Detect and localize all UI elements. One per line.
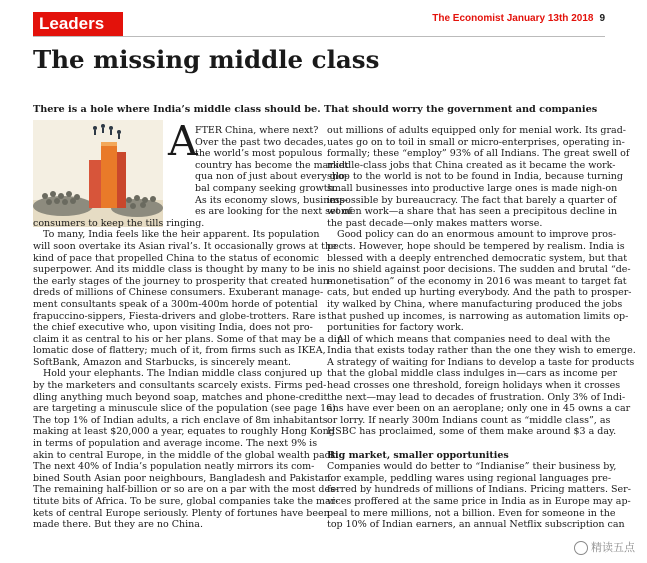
text-line: A strategy of waiting for Indians to develop a taste for products — [327, 356, 635, 368]
drop-cap: A — [168, 117, 198, 165]
text-line: As its economy slows, business- — [195, 194, 348, 206]
wechat-icon — [574, 541, 588, 555]
text-line: impossible by bureaucracy. The fact that barely a quarter of — [327, 194, 617, 206]
text-line: kets of central Europe seriously. Plenty of fortunes have been — [33, 507, 330, 519]
text-line: FTER China, where next? — [195, 125, 319, 136]
watermark — [574, 539, 635, 555]
text-line: ans have ever been on an aeroplane; only one in 45 owns a car — [327, 403, 631, 415]
text-line: peal to mere millions, not a billion. Even for someone in the — [327, 507, 616, 519]
text-line: will soon overtake its Asian rival’s. It occasionally grows at the — [33, 240, 337, 252]
text-line: Hold your elephants. The Indian middle class conjured up — [43, 368, 323, 380]
text-line: for example, peddling wares using regional languages pre- — [327, 472, 612, 484]
text-line: is no shield against poor decisions. The sudden and brutal “de- — [327, 264, 631, 276]
text-line: titute bits of Africa. To be sure, global companies take the mar- — [33, 496, 339, 507]
right-column — [327, 125, 636, 531]
text-line: by the marketers and consultants scarcely exists. Firms ped- — [33, 380, 327, 392]
text-line: bined South Asian poor neighbours, Bangladesh and Pakistan. — [33, 472, 334, 484]
text-line: frapuccino-sippers, Fiesta-drivers and globe-trotters. Rare is — [33, 310, 327, 322]
text-line: vices proffered at the same price in India as in Europe may ap- — [327, 496, 631, 507]
text-line: es are looking for the next set of — [195, 206, 352, 218]
text-line: portunities for factory work. — [327, 322, 464, 334]
text-line: in terms of population and average income. The next 9% is — [33, 438, 318, 450]
text-line: kind of pace that propelled China to the status of economic — [33, 252, 319, 264]
publication-name: The Economist — [432, 13, 504, 24]
text-line: uates go on to toil in small or micro-enterprises, operating in- — [327, 136, 625, 148]
issue-date: January 13th 2018 — [506, 13, 594, 24]
text-line: dling anything much beyond soap, matches and phone-credit — [33, 391, 328, 403]
text-line — [327, 438, 613, 450]
text-line: pects. However, hope should be tempered by realism. India is — [327, 240, 625, 252]
text-line: the chief executive who, upon visiting India, does not pro- — [33, 322, 313, 334]
text-line: are targeting a minuscule slice of the population (see page 16). — [33, 403, 339, 415]
text-line: claim it as central to his or her plans. Some of that may be a dip- — [33, 333, 347, 345]
text-line: HSBC has proclaimed, some of them make around $3 a day. — [327, 426, 617, 438]
page-number: 9 — [599, 13, 605, 24]
issue-info — [432, 12, 605, 26]
text-line: head crosses one threshold, foreign holidays when it crosses — [327, 380, 621, 392]
text-line: To many, India feels like the heir apparent. Its population — [43, 229, 320, 241]
text-line: shop to the world is not to be found in India, because turning — [327, 171, 623, 183]
text-line: made there. But they are no China. — [33, 519, 203, 531]
text-line: middle-class jobs that China created as it became the work- — [327, 159, 616, 171]
text-line: The next 40% of India’s population neatly mirrors its com- — [33, 461, 315, 473]
text-line: making at least $20,000 a year, equates to roughly Hong Kong — [33, 426, 335, 438]
text-line: ity walked by China, where manufacturing produced the jobs — [327, 298, 623, 310]
text-line: consumers to keep the tills ringing. — [33, 217, 205, 229]
text-line: bal company seeking growth. — [195, 182, 337, 194]
text-line: The top 1% of Indian adults, a rich enclave of 8m inhabitants — [33, 414, 328, 426]
text-line: cats, but ended up hurting everybody. And the path to prosper- — [327, 287, 632, 299]
text-line: All of which means that companies need to deal with the — [337, 333, 611, 345]
left-column — [33, 117, 352, 531]
text-line: that the global middle class indulges in—cars as income per — [327, 368, 618, 380]
text-line: The remaining half-billion or so are on a par with the most des- — [33, 484, 339, 496]
text-line: akin to central Europe, in the middle of the global wealth pack. — [33, 449, 339, 461]
text-line: superpower. And its middle class is thought by many to be in — [33, 264, 327, 276]
text-line: Over the past two decades, — [195, 136, 327, 148]
text-line: India that exists today rather than the one they wish to emerge. — [327, 345, 636, 357]
text-line: small businesses into productive large ones is made nigh-on — [327, 182, 618, 194]
text-line: ferred by hundreds of millions of Indians. Pricing matters. Ser- — [327, 484, 631, 496]
text-line: the early stages of the journey to prosperity that created hun- — [33, 275, 333, 287]
text-line: or lorry. If nearly 300m Indians count as “middle class”, as — [327, 414, 611, 426]
text-line: qua non of just about every glo- — [195, 171, 348, 183]
text-line: lomatic dose of flattery; much of it, from firms such as IKEA, — [33, 345, 326, 357]
text-line: formally; these “employ” 93% of all Indians. The great swell of — [327, 148, 630, 160]
watermark-text: 精读五点 — [591, 541, 635, 554]
text-line: the next—may lead to decades of frustration. Only 3% of Indi- — [327, 391, 626, 403]
text-line: the past decade—only makes matters worse. — [327, 217, 543, 229]
text-line: monetisation” of the economy in 2016 was meant to target fat — [327, 275, 627, 287]
headline: The missing middle class — [33, 45, 380, 74]
text-line: out millions of adults equipped only for menial work. Its grad- — [327, 125, 626, 136]
text-line: top 10% of Indian earners, an annual Netflix subscription can — [327, 519, 625, 531]
text-line: country has become the market — [195, 159, 349, 171]
text-line: blessed with a deeply entrenched democratic system, but that — [327, 252, 628, 264]
text-line: dreds of millions of Chinese consumers. Exuberant manage- — [33, 287, 324, 299]
header-rule — [33, 36, 605, 37]
text-line: the world’s most populous — [195, 148, 323, 160]
section-label: Leaders — [33, 12, 123, 36]
rubric: There is a hole where India’s middle class should be. That should worry the government and companies — [33, 104, 598, 115]
text-line: Companies would do better to “Indianise” their business by, — [327, 461, 617, 473]
text-line: SoftBank, Amazon and Starbucks, is sincerely meant. — [33, 356, 291, 368]
text-line: Good policy can do an enormous amount to improve pros- — [337, 229, 617, 241]
text-line: women work—a share that has seen a precipitous decline in — [327, 206, 618, 218]
text-line: that pushed up incomes, is narrowing as automation limits op- — [327, 310, 629, 322]
masthead — [33, 12, 605, 36]
text-line: ment consultants speak of a 300m-400m horde of potential — [33, 298, 318, 310]
text-line: Big market, smaller opportunities — [327, 449, 509, 461]
